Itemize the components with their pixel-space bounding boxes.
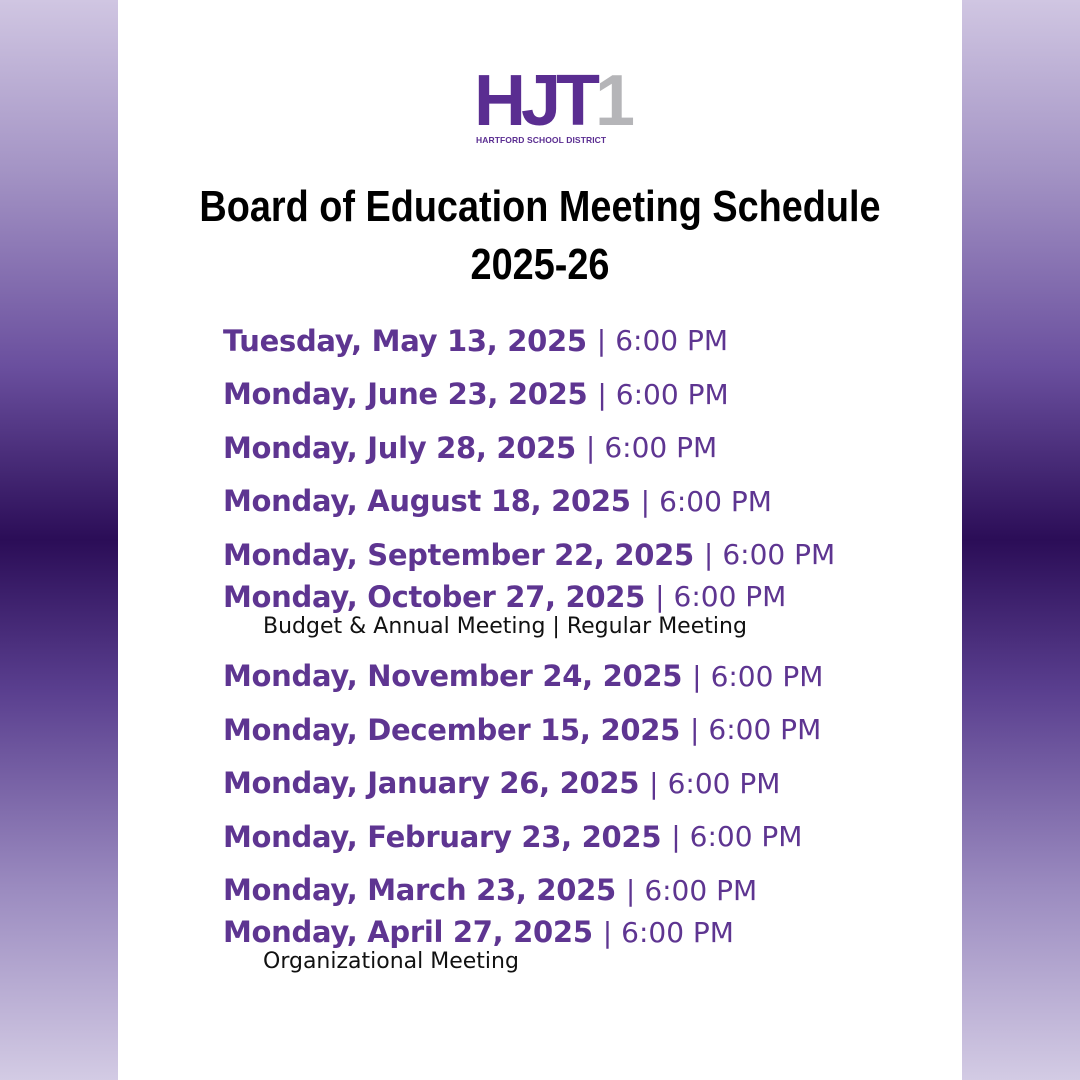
separator: | <box>640 484 651 518</box>
separator: | <box>692 659 702 693</box>
meeting-date: Monday, July 28, 2025 <box>223 430 576 465</box>
meeting-date: Monday, June 23, 2025 <box>223 377 588 412</box>
meeting-row <box>223 650 953 704</box>
meeting-time: 6:00 PM <box>673 580 787 613</box>
separator: | <box>703 538 714 572</box>
meeting-date: Monday, March 23, 2025 <box>223 873 616 908</box>
logo-letter-1: 1 <box>595 61 636 141</box>
separator: | <box>671 820 681 854</box>
title-line-2: 2025-26 <box>470 240 610 289</box>
meeting-time: 6:00 PM <box>615 324 729 358</box>
meeting-list <box>223 314 953 977</box>
separator: | <box>649 766 659 800</box>
meeting-row <box>223 475 953 529</box>
district-logo <box>474 61 636 148</box>
meeting-date: Monday, November 24, 2025 <box>223 659 683 694</box>
meeting-row <box>223 757 953 811</box>
meeting-note: Budget & Annual Meeting | Regular Meeting <box>263 613 747 639</box>
logo-letter-j: J <box>521 61 557 141</box>
separator: | <box>596 324 607 358</box>
meeting-date: Monday, April 27, 2025 <box>223 915 593 949</box>
meeting-row <box>223 864 953 918</box>
logo-subtitle: HARTFORD SCHOOL DISTRICT <box>476 135 607 145</box>
meeting-time: 6:00 PM <box>708 713 822 747</box>
logo-letter-t: T <box>556 61 596 141</box>
separator: | <box>655 580 665 613</box>
separator: | <box>597 377 607 411</box>
meeting-date: Monday, September 22, 2025 <box>223 537 694 572</box>
logo-letter-h: H <box>474 61 521 141</box>
meeting-date: Monday, January 26, 2025 <box>223 766 640 801</box>
page-title <box>177 178 903 294</box>
meeting-row <box>223 314 953 368</box>
separator: | <box>625 873 636 907</box>
meeting-row <box>223 421 953 475</box>
separator: | <box>689 713 700 747</box>
meeting-time: 6:00 PM <box>710 659 824 693</box>
meeting-row <box>223 528 953 582</box>
meeting-note: Organizational Meeting <box>263 949 519 974</box>
meeting-date: Monday, February 23, 2025 <box>223 819 662 854</box>
title-line-1: Board of Education Meeting Schedule <box>199 182 881 231</box>
meeting-row <box>223 810 953 864</box>
meeting-date: Monday, December 15, 2025 <box>223 712 680 747</box>
meeting-time: 6:00 PM <box>604 431 718 465</box>
meeting-time: 6:00 PM <box>615 377 729 411</box>
meeting-row <box>223 579 953 614</box>
separator: | <box>585 431 596 465</box>
schedule-panel <box>118 0 962 1080</box>
meeting-date: Monday, August 18, 2025 <box>223 484 631 519</box>
meeting-time: 6:00 PM <box>621 915 734 949</box>
meeting-row <box>223 368 953 422</box>
meeting-date: Tuesday, May 13, 2025 <box>223 323 587 358</box>
meeting-row <box>223 703 953 757</box>
separator: | <box>602 915 613 949</box>
meeting-date: Monday, October 27, 2025 <box>223 579 646 614</box>
meeting-time: 6:00 PM <box>644 873 758 907</box>
meeting-time: 6:00 PM <box>667 766 781 800</box>
meeting-time: 6:00 PM <box>659 484 772 518</box>
meeting-time: 6:00 PM <box>689 820 803 854</box>
meeting-time: 6:00 PM <box>722 538 836 572</box>
meeting-row <box>223 917 953 947</box>
